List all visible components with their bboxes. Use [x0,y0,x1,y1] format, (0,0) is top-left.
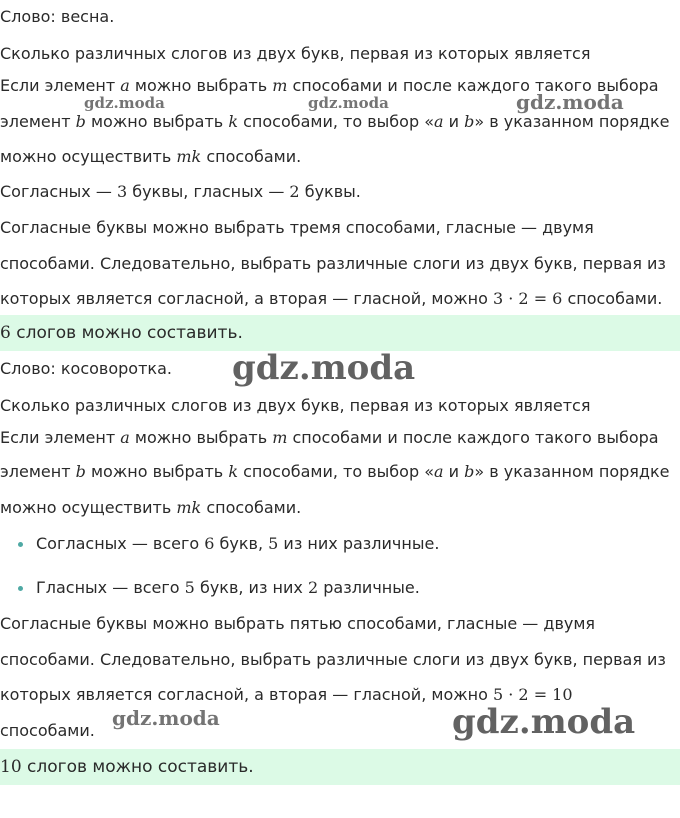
question-text: Сколько различных слогов из двух букв, первая из которых является [0,396,591,415]
watermark: gdz.moda [516,90,624,114]
word-label: Слово: весна. [0,7,115,26]
solution-line-3: которых является согласной, а вторая — гласной, можно 5 · 2 = 10 [0,685,573,704]
rule-line-2: элемент b можно выбрать k способами, то выбор «a и b» в указанном порядке [0,112,670,131]
solution-line-4: способами. [0,721,95,740]
solution-line-1: Согласные буквы можно выбрать пятью способами, гласные — двумя [0,614,596,633]
bullet-dot [18,542,23,547]
question-text: Сколько различных слогов из двух букв, первая из которых является [0,44,591,63]
word-label: Слово: косоворотка. [0,359,172,378]
solution-line-3: которых является согласной, а вторая — гласной, можно 3 · 2 = 6 способами. [0,289,663,308]
rule-line-2: элемент b можно выбрать k способами, то выбор «a и b» в указанном порядке [0,462,670,481]
answer-text: 6 слогов можно составить. [0,323,243,343]
answer-text: 10 слогов можно составить. [0,757,254,777]
watermark: gdz.moda [112,706,220,730]
rule-line-3: можно осуществить mk способами. [0,498,302,517]
bullet-vowels: Гласных — всего 5 букв, из них 2 различные. [36,578,420,597]
watermark: gdz.moda [232,348,416,388]
watermark: gdz.moda [84,94,165,112]
watermark: gdz.moda [308,94,389,112]
solution-line-1: Согласные буквы можно выбрать тремя способами, гласные — двумя [0,218,594,237]
watermark: gdz.moda [452,702,636,742]
bullet-consonants: Согласных — всего 6 букв, 5 из них различные. [36,534,440,553]
rule-line-1: Если элемент a можно выбрать m способами и после каждого такого выбора [0,428,659,447]
answer-box [0,315,680,351]
solution-line-2: способами. Следовательно, выбрать различные слоги из двух букв, первая из [0,650,666,669]
answer-box [0,749,680,785]
rule-line-1: Если элемент a можно выбрать m способами и после каждого такого выбора [0,76,659,95]
solution-line-2: способами. Следовательно, выбрать различные слоги из двух букв, первая из [0,254,666,273]
rule-line-3: можно осуществить mk способами. [0,147,302,166]
letter-counts: Согласных — 3 буквы, гласных — 2 буквы. [0,182,361,201]
bullet-dot [18,586,23,591]
